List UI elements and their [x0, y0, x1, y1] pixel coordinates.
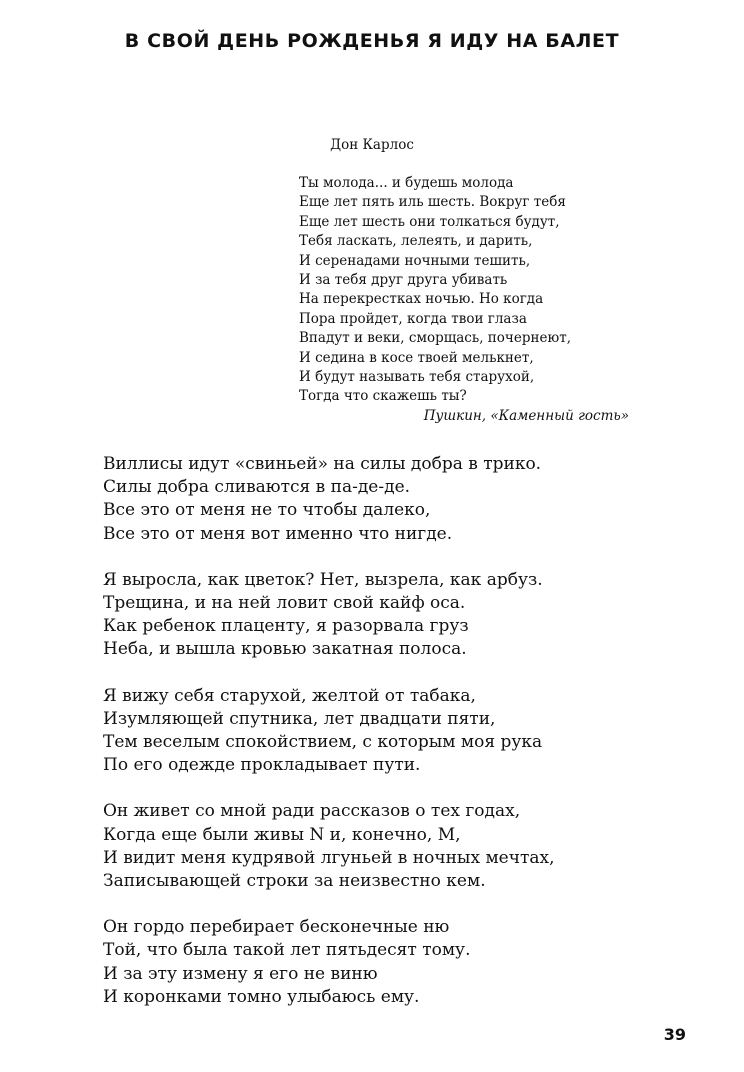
- epigraph-line: Тогда что скажешь ты?: [299, 388, 467, 405]
- poem-line: Все это от меня не то чтобы далеко,: [103, 500, 431, 521]
- poem-line: Той, что была такой лет пятьдесят тому.: [103, 940, 471, 961]
- poem-line: По его одежде прокладывает пути.: [103, 755, 421, 776]
- poem-line: Я выросла, как цветок? Нет, вызрела, как арбуз.: [103, 569, 543, 590]
- stanza: [103, 685, 703, 778]
- poem-line: Силы добра сливаются в па-де-де.: [103, 477, 411, 498]
- poem-line: Я вижу себя старухой, желтой от табака,: [103, 685, 476, 706]
- poem-line: Как ребенок плаценту, я разорвала груз: [103, 616, 469, 637]
- poem-line: Неба, и вышла кровью закатная полоса.: [103, 639, 467, 660]
- epigraph-heading: Дон Карлос: [330, 137, 414, 153]
- poem-line: Изумляющей спутника, лет двадцати пяти,: [103, 708, 496, 729]
- stanza: [103, 800, 703, 893]
- epigraph-line: Пора пройдет, когда твои глаза: [299, 310, 527, 327]
- epigraph-line: На перекрестках ночью. Но когда: [299, 291, 544, 308]
- stanza: [103, 453, 703, 546]
- poem-line: Все это от меня вот именно что нигде.: [103, 523, 453, 544]
- epigraph-line: И за тебя друг друга убивать: [299, 272, 508, 289]
- poem-line: Записывающей строки за неизвестно кем.: [103, 871, 486, 892]
- stanza: [103, 569, 703, 662]
- poem-line: Он живет со мной ради рассказов о тех годах,: [103, 801, 521, 822]
- poem-line: Тем веселым спокойствием, с которым моя рука: [103, 732, 543, 753]
- epigraph-line: Ты молода... и будешь молода: [299, 175, 514, 191]
- page-title: В СВОЙ ДЕНЬ РОЖДЕНЬЯ Я ИДУ НА БАЛЕТ: [124, 30, 620, 52]
- page-number: 39: [663, 1025, 686, 1044]
- epigraph-line: И серенадами ночными тешить,: [299, 252, 531, 269]
- poem-line: Виллисы идут «свиньей» на силы добра в трико.: [103, 454, 542, 474]
- poem-line: Трещина, и на ней ловит свой кайф оса.: [103, 593, 466, 614]
- epigraph: [299, 174, 629, 426]
- epigraph-line: И будут называть тебя старухой,: [299, 369, 535, 386]
- epigraph-line: И седина в косе твоей мелькнет,: [299, 349, 534, 366]
- poem-body: [103, 453, 703, 1032]
- poem-line: Он гордо перебирает бесконечные ню: [103, 917, 450, 938]
- epigraph-attribution: Пушкин, «Каменный гость»: [423, 407, 629, 424]
- poem-line: Когда еще были живы N и, конечно, M,: [103, 824, 461, 845]
- epigraph-line: Еще лет шесть они толкаться будут,: [299, 213, 560, 230]
- epigraph-line: Впадут и веки, сморщась, почернеют,: [299, 330, 571, 347]
- epigraph-line: Тебя ласкать, лелеять, и дарить,: [299, 233, 533, 250]
- stanza: [103, 916, 703, 1009]
- epigraph-line: Еще лет пять иль шесть. Вокруг тебя: [299, 194, 566, 211]
- poem-line: И коронками томно улыбаюсь ему.: [103, 986, 420, 1007]
- poem-line: И за эту измену я его не виню: [103, 963, 378, 984]
- poem-line: И видит меня кудрявой лгуньей в ночных мечтах,: [103, 847, 555, 868]
